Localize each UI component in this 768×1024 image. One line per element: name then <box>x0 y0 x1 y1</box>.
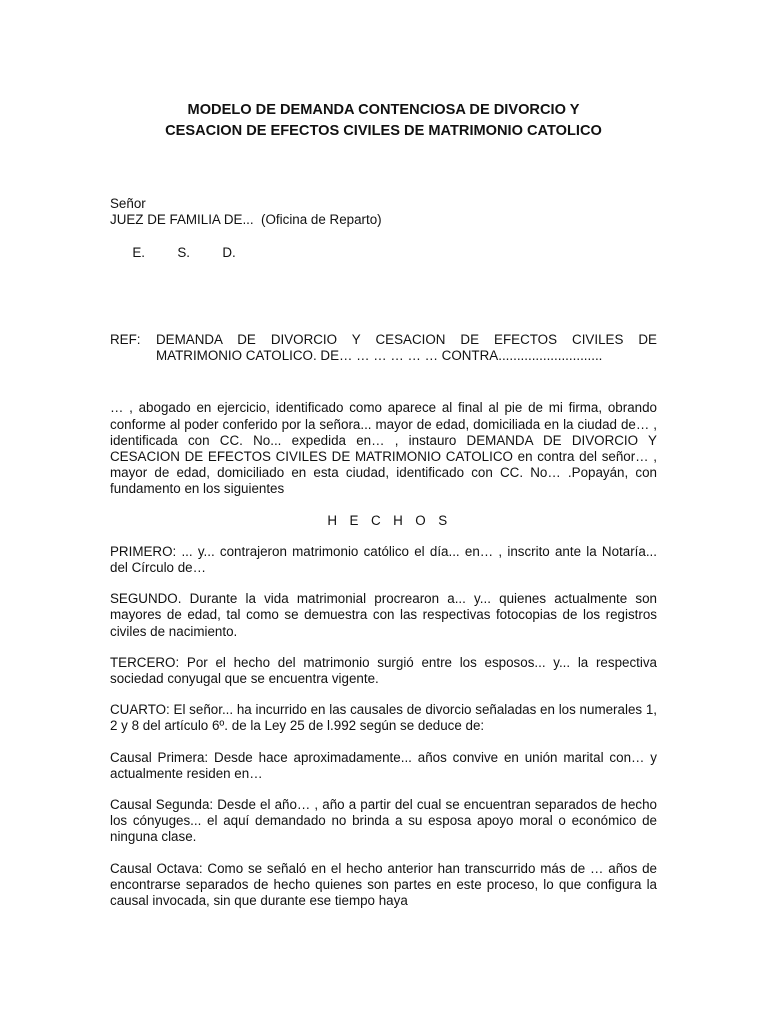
esd-s: S. <box>177 244 190 260</box>
salutation-line-2: JUEZ DE FAMILIA DE... (Oficina de Reparto) <box>110 212 382 228</box>
salutation-block <box>110 196 657 277</box>
intro-paragraph: … , abogado en ejercicio, identificado como aparece al final al pie de mi firma, obrando conforme al poder conferido por la señora... mayor de edad, domiciliada en la ciudad de… , identificada con CC. No... expedida en… , instauro DEMANDA DE DIVORCIO Y CESACION DE EFECTOS CIVILES DE MATRIMONIO CATOLICO en contra del señor… , mayor de edad, domiciliado en esta ciudad, identificado con CC. No… .Popayán, con fundamento en los siguientes <box>110 400 657 497</box>
paragraph-causal-segunda: Causal Segunda: Desde el año… , año a partir del cual se encuentran separados de hecho los cónyuges... el aquí demandado no brinda a su esposa apoyo moral o económico de ninguna clase. <box>110 797 657 845</box>
esd-e: E. <box>132 244 145 260</box>
esd-d: D. <box>222 244 236 260</box>
paragraph-primero: PRIMERO: ... y... contrajeron matrimonio católico el día... en… , inscrito ante la Notaría... del Círculo de… <box>110 543 657 576</box>
hechos-heading: HECHOS <box>327 512 460 528</box>
salutation-line-1: Señor <box>110 196 146 211</box>
paragraph-cuarto: CUARTO: El señor... ha incurrido en las causales de divorcio señaladas en los numerales 1, 2 y 8 del artículo 6º. de la Ley 25 de l.992 según se deduce de: <box>110 702 657 734</box>
ref-line-1: DEMANDA DE DIVORCIO Y CESACION DE EFECTOS CIVILES DE <box>156 332 657 348</box>
paragraph-tercero: TERCERO: Por el hecho del matrimonio surgió entre los esposos... y... la respectiva sociedad conyugal que se encuentra vigente. <box>110 654 657 687</box>
esd-line <box>110 228 657 277</box>
title-line-1: MODELO DE DEMANDA CONTENCIOSA DE DIVORCIO Y <box>187 102 580 118</box>
reference-block <box>110 332 657 364</box>
document-title <box>90 100 677 142</box>
ref-line-2: MATRIMONIO CATOLICO. DE… … … … … … CONTRA............................ <box>156 348 603 364</box>
paragraph-segundo: SEGUNDO. Durante la vida matrimonial procrearon a... y... quienes actualmente son mayores de edad, tal como se demuestra con las respectivas fotocopias de los registros civiles de nacimiento. <box>110 591 657 639</box>
ref-text <box>156 332 657 364</box>
paragraph-causal-primera: Causal Primera: Desde hace aproximadamente... años convive en unión marital con… y actualmente residen en… <box>110 749 657 781</box>
paragraph-causal-octava: Causal Octava: Como se señaló en el hecho anterior han transcurrido más de … años de encontrarse separados de hecho quienes son partes en este proceso, lo que configura la causal invocada, sin que durante ese tiempo haya <box>110 860 657 909</box>
ref-label: REF: <box>110 332 141 348</box>
document-page <box>110 100 657 909</box>
title-line-2: CESACION DE EFECTOS CIVILES DE MATRIMONIO CATOLICO <box>165 123 602 139</box>
